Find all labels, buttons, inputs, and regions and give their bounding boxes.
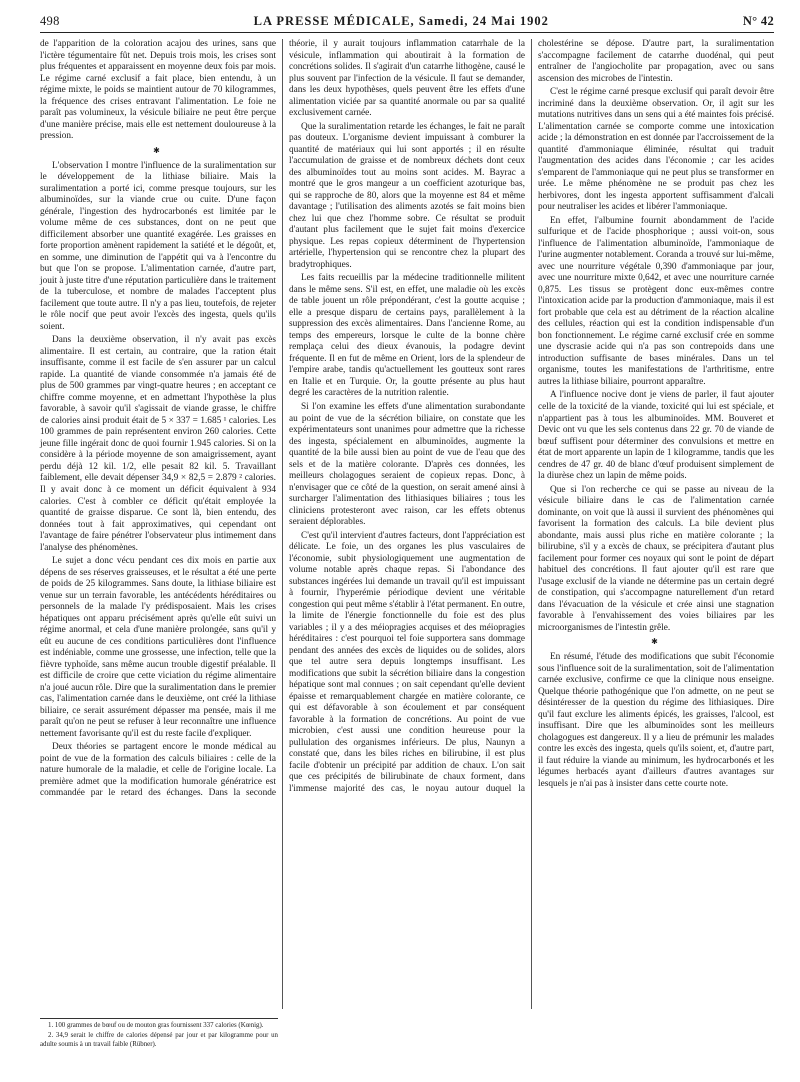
paragraph: Si l'on examine les effets d'une alimentation surabondante au point de vue de la sécrétion biliaire, on constate que les expérimentateurs sont unanimes pour admettre que la richesse des ingesta, spécialement en albuminoïdes, augmente la quantité de la bile aussi bien au point de vue de l'eau que des sels et de la matière colorante. D'après ces données, les meilleurs cholagogues seraient de copieux repas. Donc, à n'envisager que ce côté de la question, on serait amené ainsi à surcharger l'alimentation des lithiasiques biliaires ; tous les cliniciens protesteront avec raison, car les effets obtenus seraient déplorables. [289,401,525,528]
section-separator: ✱ [153,145,163,155]
paragraph: C'est qu'il intervient d'autres facteurs, dont l'appréciation est délicate. Le foie, un des organes les plus vasculaires de l'économie, subit physiologiquement une augmentation de volume notable après chaque repas. Si l'abondance des substances ingérées lui demande un travail qu'il est impuissant à fournir, l'hyperémie périodique devient une véritable congestion qui peut même s'établir à l'état permanent. En outre, la limite de l'énergie fonctionnelle du foie est des plus variables ; il y a des méiopragies acquises et des méiopragies héréditaires : c'est pourquoi tel foie supportera sans dommage pendant des années des excès de liquides ou de solides, alors que tel autre sera depuis longtemps insuffisant. Les modifications que subit la sécrétion biliaire dans la congestion hépatique sont mal connues ; on sait cependant qu'elle devient épaisse et remarquablement chargée en matière colorante, ce qui est défavorable à son écoulement et par conséquent favorable à la formation de concrétions. Au point de vue microbien, c'est aussi une condition heureuse pour la pullulation des organismes inférieurs. De plus, Naunyn a constaté que, dans les biles riches en bilirubine, il est plus facile d'obtenir un précipité par addition de chaux. L'on sait que ces précipités de bilirubinate de chaux forment, dans l'immense majorité des cas, le noyau autour duquel la cholestérine se dépose. D'autre part, la suralimentation s'accompagne facilement de catarrhe duodénal, qui peut entraîner de l'angiocholite par propagation, avec ou sans ascension des microbes de l'intestin. [289,39,774,794]
page-number: 498 [40,14,60,28]
page-header [40,14,774,33]
journal-title: LA PRESSE MÉDICALE, Samedi, 24 Mai 1902 [253,14,549,28]
section-separator: ✱ [651,637,661,647]
footnote: 1. 100 grammes de bœuf ou de mouton gras fournissent 337 calories (Kœnig). [48,1022,264,1029]
paragraph: de l'apparition de la coloration acajou des urines, sans que l'ictère tégumentaire fût net. Depuis trois mois, les crises sont plus fréquentes et apparaissent en moyenne deux fois par mois. Le régime carné exclusif a fait place, bien entendu, à un régime mixte, le poids se maintient autour de 70 kilogrammes, la fréquence des crises entravant l'alimentation. Le foie ne paraît pas volumineux, la vésicule biliaire ne peut être perçue d'une manière précise, mais elle est nettement douloureuse à la pression. [40,39,276,142]
paragraph: Que la suralimentation retarde les échanges, le fait ne paraît pas douteux. L'organisme devient impuissant à comburer la quantité de matériaux qui lui sont apportés ; il en résulte l'accumulation de graisse et de nombreux déchets dont ceux des albuminoïdes tout au moins sont acides. M. Bayrac a montré que le gros mangeur a un coefficient azoturique bas, qui se rapproche de 80, alors que la moyenne est 84 et même davantage ; l'utilisation des aliments azotés se fait moins bien chez lui que chez l'homme sobre. Ce résultat se produit d'autant plus facilement que le sujet fait moins d'exercice physique. Les repas copieux déterminent de l'hypertension artérielle, l'hypertension qui se rencontre chez la plupart des bradytrophiques. [289,121,525,270]
paragraph: Deux théories se partagent encore le monde médical au point de vue de la formation des calculs biliaires : celle de la nature humorale de la maladie, et celle de l'origine locale. La première admet que la modification humorale génératrice est commandée par le retard des échanges. Dans la seconde théorie, il y aurait toujours inflammation catarrhale de la vésicule, inflammation qui aboutirait à la formation de concrétions solides. Il s'agirait d'un catarrhe lithogène, causé le plus souvent par l'infection de la vésicule. Il faut se demander, dans les deux hypothèses, quels peuvent être les effets d'une alimentation viciée par sa quantité anormale ou par sa qualité exclusivement carnée. [40,39,525,799]
paragraph: En effet, l'albumine fournit abondamment de l'acide sulfurique et de l'acide phosphorique ; aussi voit-on, sous l'influence de l'alimentation albuminoïde, l'ammoniaque de l'urine augmenter notablement. Coranda a trouvé sur lui-même, avec une nourriture végétale 0,390 d'ammoniaque par jour, avec une nourriture mixte 0,642, et avec une nourriture carnée 0,875. Les tissus se protègent donc eux-mêmes contre l'intoxication acide par la production d'ammoniaque, mais il est fort probable que cela est au détriment de la réaction alcaline des cellules, réaction qui est la condition indispensable d'un bon fonctionnement. Le régime carné exclusif crée en somme une dyscrasie acide qui n'a pas son contrepoids dans une introduction suffisante de bases minérales. Dans un tel organisme, toutes les manifestations de l'arthritisme, entre autres la lithiase biliaire, pourront apparaître. [538,215,774,387]
footnote: 2. 34,9 serait le chiffre de calories dépensé par jour et par kilogramme pour un adulte soumis à un travail faible (Rübner). [40,1032,278,1048]
paragraph: A l'influence nocive dont je viens de parler, il faut ajouter celle de la toxicité de la viande, toxicité qui lui est spéciale, et n'appartient pas à tous les albuminoïdes. MM. Bouveret et Devic ont vu que les sels contenus dans 22 gr. 70 de viande de bœuf suffisent pour déterminer des convulsions et mettre en état de mort apparente un lapin de 1 kilogramme, tandis que les cendres de 47 gr. 40 de blanc d'œuf produisent simplement de la diurèse chez un lapin de même poids. [538,390,774,482]
paragraph: Dans la deuxième observation, il n'y avait pas excès alimentaire. Il est certain, au contraire, que la ration était insuffisante, comme il est facile de s'en assurer par un calcul rapide. La quantité de viande consommée n'a jamais été de plus de 500 grammes par vingt-quatre heures ; en acceptant ce chiffre comme moyenne, et en admettant l'hypothèse la plus favorable, à savoir qu'il s'agissait de viande grasse, le chiffre de calories ainsi produit était de 5 × 337 = 1.685 ¹ calories. Les 100 grammes de pain représentent environ 260 calories. Cette jeune fille ingérait donc de quoi fournir 1.945 calories. Si on la considère à la période moyenne de son amaigrissement, ayant perdu déjà 12 kil. 1/2, elle pesait 82 kil. 5. Travaillant faiblement, elle devait dépenser 34,9 × 82,5 = 2.879 ² calories. Il y avait donc à ce moment un déficit équivalent à 934 calories. C'est à combler ce déficit qu'était employée la quantité de graisse disparue. Ce sont là, bien entendu, des données tout à fait approximatives, qui cependant ont l'avantage de faire pénétrer l'observateur plus intimement dans l'analyse des phénomènes. [40,335,276,553]
paragraph: Les faits recueillis par la médecine traditionnelle militent dans le même sens. S'il est, en effet, une maladie où les excès de table jouent un rôle prépondérant, c'est la goutte acquise ; elle a presque disparu de certains pays, parallèlement à la suppression des excès alimentaires. Dans l'ancienne Rome, au temps des empereurs, lorsque le culte de la bonne chère remplaça celui des dieux évanouis, la podagre devint fréquente. Il en fut de même en Orient, lors de la splendeur de l'empire arabe, tandis qu'actuellement les goutteux sont rares en Italie et en Turquie. Or, la goutte présente au plus haut degré les caractères de la nutrition ralentie. [289,273,525,399]
paragraph: C'est le régime carné presque exclusif qui paraît devoir être incriminé dans la deuxième observation. Or, il agit sur les mutations nutritives dans un sens qui a été maintes fois précisé. L'alimentation carnée se comporte comme une intoxication acide ; la démonstration en est donnée par l'accroissement de la quantité d'ammoniaque éliminée, résultat qui traduit l'augmentation des acides dans l'économie ; car les acides s'emparent de l'ammoniaque qui ne peut plus se transformer en urée. Le même phénomène ne se produit pas chez les herbivores, dont les ingesta apportent suffisamment d'alcali pour neutraliser les acides et libérer l'ammoniaque. [538,87,774,213]
footnotes [40,1018,278,1051]
paragraph: En résumé, l'étude des modifications que subit l'économie sous l'influence soit de la suralimentation, soit de l'alimentation carnée exclusive, confirme ce que la clinique nous enseigne. Quelque théorie pathogénique que l'on admette, on ne peut se désintéresser de la question du régime des lithiasiques. Dire qu'il faut exclure les aliments épicés, les graisses, l'alcool, est insuffisant. Dire que les albuminoïdes sont les meilleurs cholagogues est dangereux. Il y a lieu de prémunir les malades contre les excès des ingesta, quels qu'ils soient, et, d'autre part, il faut réduire la viande au minimum, les hydrocarbonés et les légumes herbacés ayant d'ailleurs d'autres avantages sur lesquels je n'ai pas à insister dans cette courte note. [538,652,774,789]
paragraph: Que si l'on recherche ce qui se passe au niveau de la vésicule biliaire dans le cas de l'alimentation carnée dominante, on voit que là aussi il survient des phénomènes qui favorisent la formation des calculs. La bile devient plus abondante, mais aussi plus riche en matière colorante ; la bilirubine, s'il y a excès de chaux, se précipitera d'autant plus facilement pour former ces noyaux qui sont le point de départ habituel des concrétions. Il faut ajouter qu'il est rare que l'usage exclusif de la viande ne détermine pas un certain degré de constipation, qui s'accompagne naturellement d'un retard dans l'évacuation de la vésicule et crée ainsi une stagnation favorable à l'envahissement des voies biliaires par les microorganismes de l'intestin grêle. [538,484,774,633]
paragraph: Le sujet a donc vécu pendant ces dix mois en partie aux dépens de ses réserves graisseuses, et le résultat a été une perte de poids de 25 kilogrammes. Sans doute, la lithiase biliaire est venue sur un terrain favorable, les antécédents héréditaires ou personnels de la malade l'y prédisposaient. Mais les crises hépatiques ont apparu précisément après qu'elle eût suivi un régime anormal, et cela d'une manière prolongée, sans qu'il y eût eu aucune de ces conditions particulières dont l'influence est indéniable, comme une grossesse, une infection, telle que la fièvre typhoïde, sans même aucun trouble digestif préalable. Il est difficile de croire que cette viciation du régime alimentaire n'a joué aucun rôle. Dire que la suralimentation dans le premier cas, l'alimentation carnée dans le deuxième, ont créé la lithiase biliaire, ce serait assurément dépasser ma pensée, mais il me paraît qu'on ne peut se refuser à leur reconnaître une influence nettement favorisante qu'il est du reste facile d'expliquer. [40,556,276,739]
issue-number: N° 42 [742,14,774,28]
article-body [40,39,774,1009]
paragraph: L'observation I montre l'influence de la suralimentation sur le développement de la lithiase biliaire. Mais la suralimentation a porté ici, comme presque toujours, sur les albuminoïdes, sur la viande crue ou cuite. D'une façon générale, l'ingestion des hydrocarbonés est limitée par le volume même de ces substances, dont on ne peut que difficilement absorber une quantité exagérée. Les graisses en forte proportion amènent rapidement la satiété et le dégoût, et, en somme, une diminution de l'appétit qui va à l'encontre du but que l'on se propose. L'alimentation carnée, d'autre part, jouit à juste titre d'une réputation particulière dans le traitement de la tuberculose, et nombre de malades l'acceptent plus facilement que toute autre. Il n'y a pas lieu, toutefois, de rejeter le rôle nocif que peut avoir l'excès des ingesta, quels qu'ils soient. [40,160,276,332]
